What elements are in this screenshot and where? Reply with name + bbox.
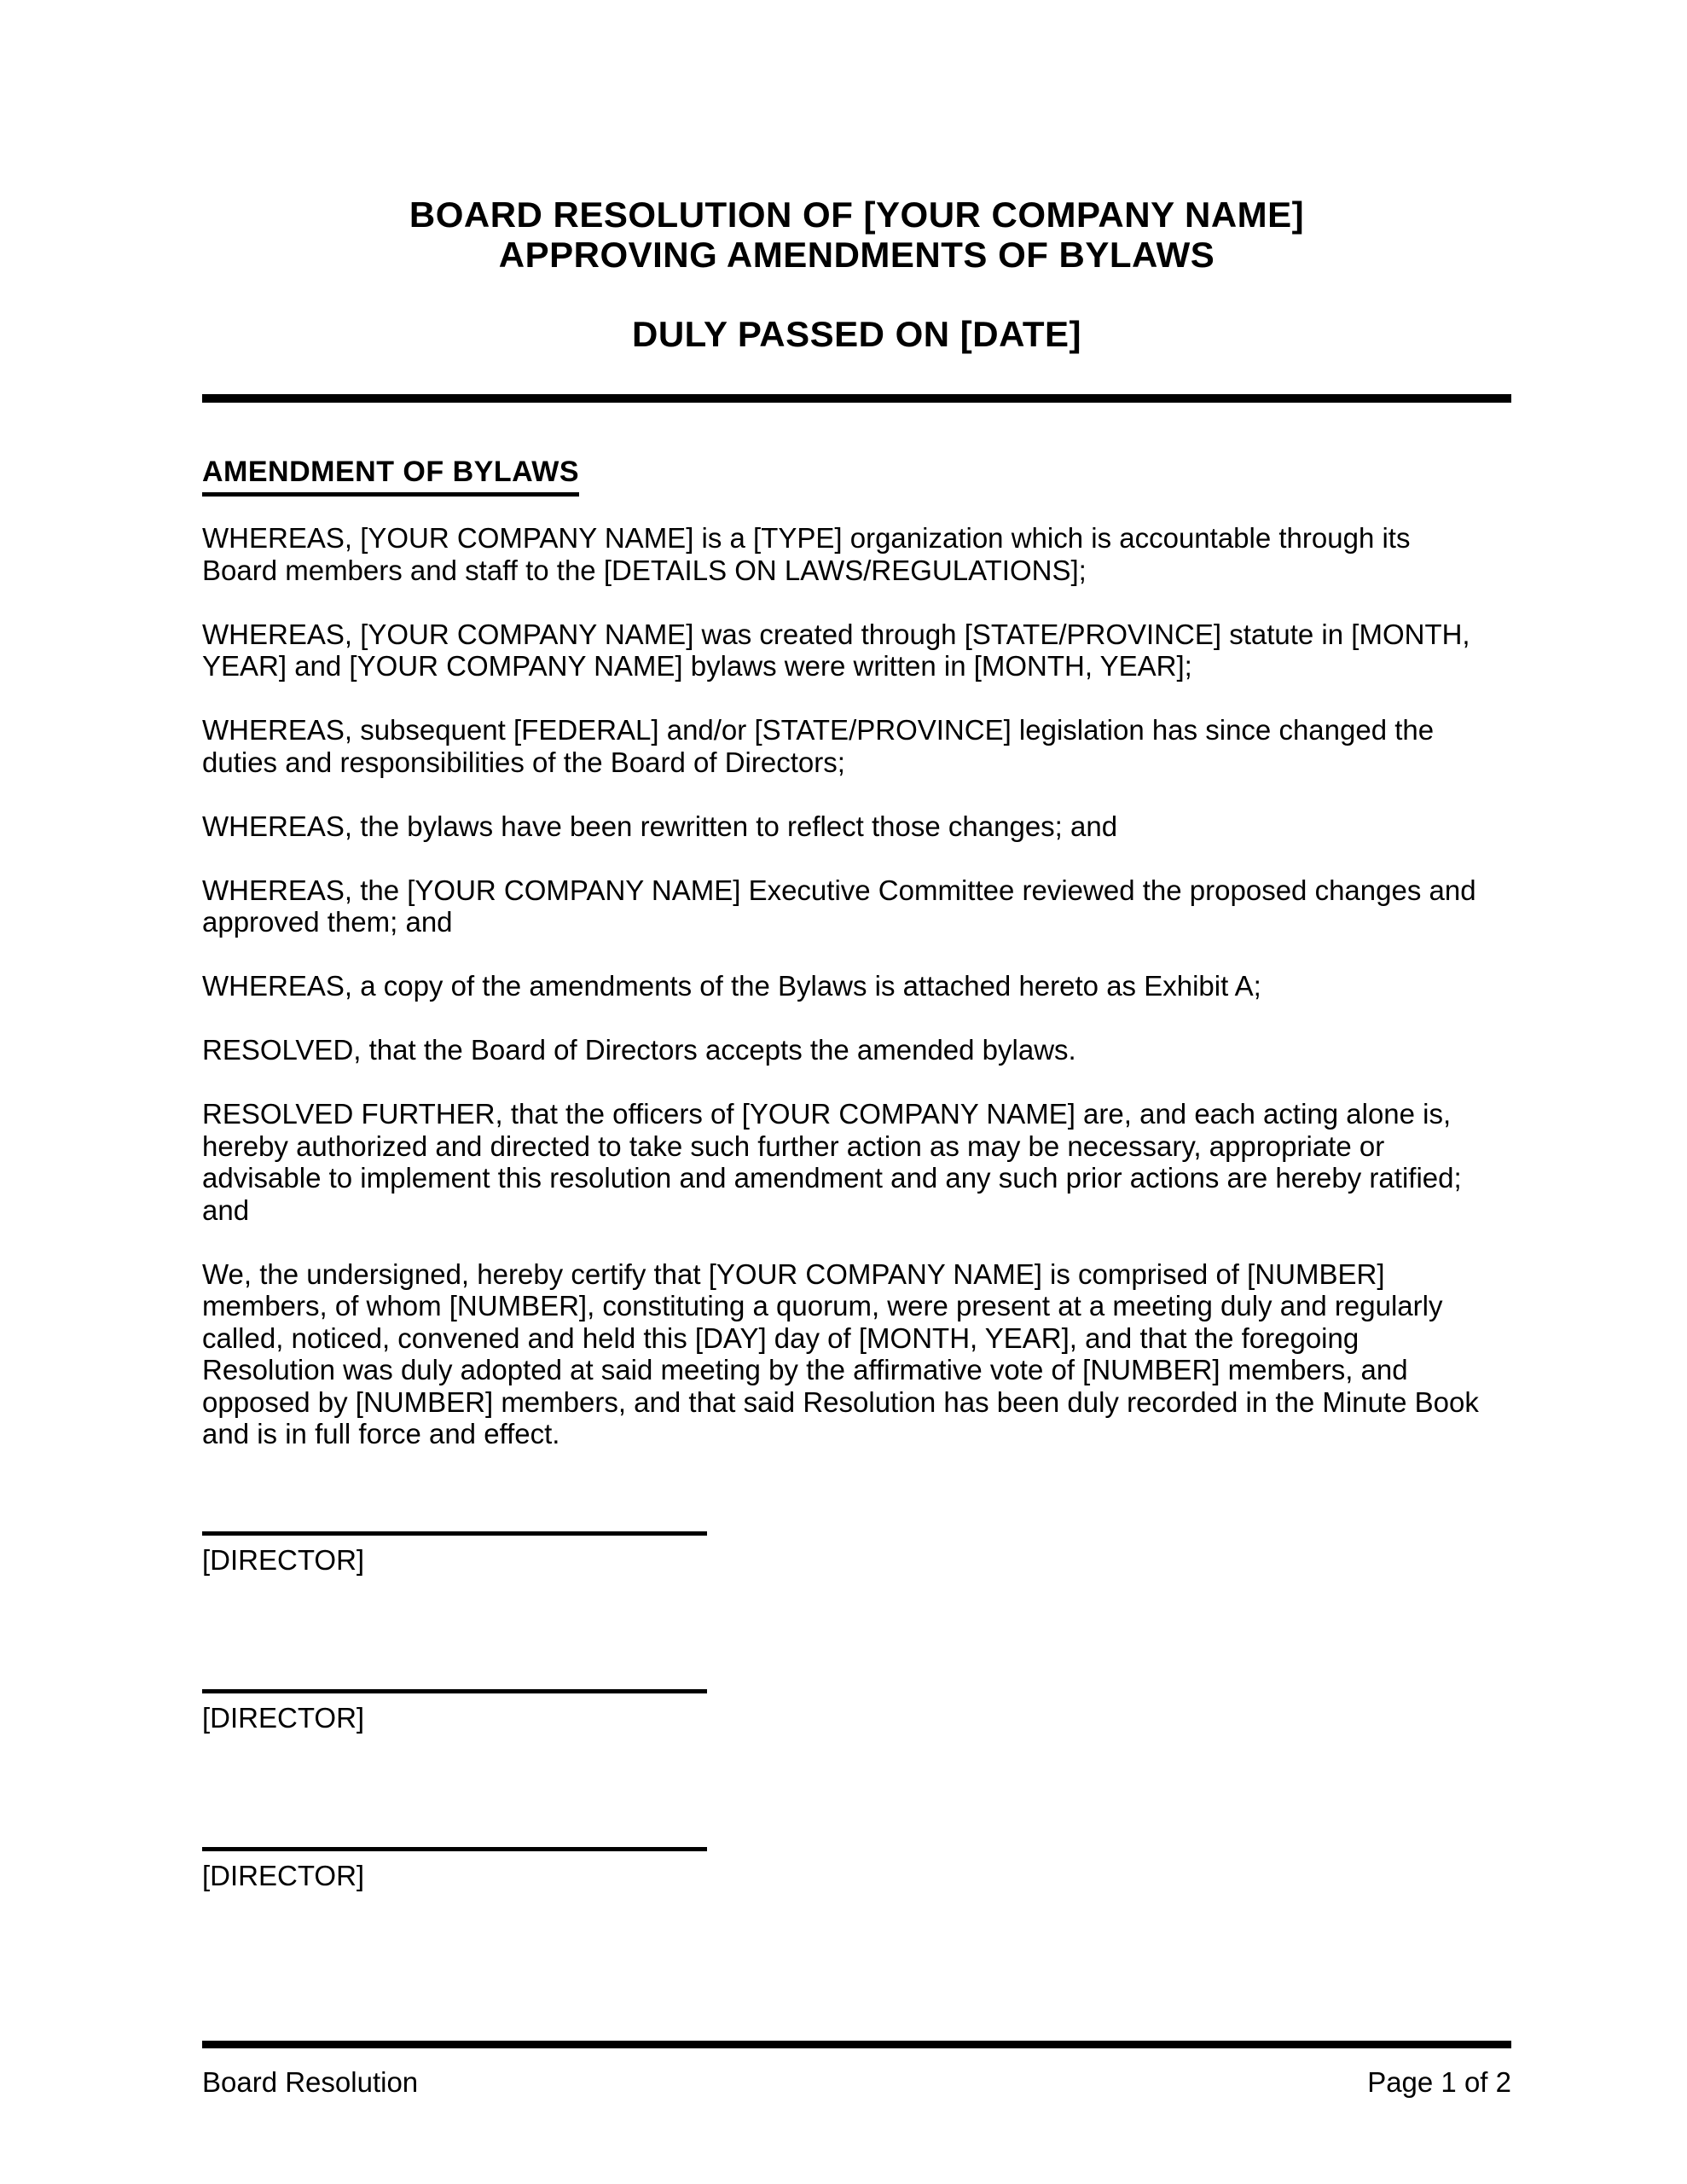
page-footer <box>202 2066 1511 2099</box>
signature-label-3: [DIRECTOR] <box>202 1860 365 1891</box>
document-subtitle: DULY PASSED ON [DATE] <box>631 314 1081 354</box>
signature-label-1: [DIRECTOR] <box>202 1544 365 1576</box>
paragraph-whereas-1: WHEREAS, [YOUR COMPANY NAME] is a [TYPE] organization which is accountable through its Board members and staff to the [DETAILS ON LAWS/REGULATIONS]; <box>202 522 1411 586</box>
paragraph-whereas-3: WHEREAS, subsequent [FEDERAL] and/or [STATE/PROVINCE] legislation has since changed the duties and responsibilities of the Board of Directors; <box>202 714 1435 778</box>
signature-block-1 <box>202 1531 707 1577</box>
paragraph-certification: We, the undersigned, hereby certify that [YOUR COMPANY NAME] is comprised of [NUMBER] members, of whom [NUMBER], constituting a quorum, were present at a meeting duly and regularly called, noticed, convened and held this [DAY] day of [MONTH, YEAR], and that the foregoing Resolution was duly adopted at said meeting by the affirmative vote of [NUMBER] members, and opposed by [NUMBER] members, and that said Resolution has been duly recorded in the Minute Book and is in full force and effect. <box>202 1258 1479 1449</box>
document-body <box>202 522 1492 1482</box>
section-heading <box>202 456 579 497</box>
document-title <box>202 195 1511 275</box>
signature-line-3 <box>202 1847 707 1851</box>
footer-document-name: Board Resolution <box>202 2066 419 2098</box>
footer-page-number: Page 1 of 2 <box>1367 2066 1511 2098</box>
footer-divider-rule <box>202 2041 1511 2048</box>
paragraph-whereas-4: WHEREAS, the bylaws have been rewritten to reflect those changes; and <box>202 810 1118 842</box>
signature-block-3 <box>202 1847 707 1892</box>
paragraph-whereas-6: WHEREAS, a copy of the amendments of the Bylaws is attached hereto as Exhibit A; <box>202 970 1261 1002</box>
signature-block-2 <box>202 1689 707 1734</box>
signature-line-2 <box>202 1689 707 1693</box>
header-divider-rule <box>202 394 1511 403</box>
signature-line-1 <box>202 1531 707 1536</box>
paragraph-resolved: RESOLVED, that the Board of Directors accepts the amended bylaws. <box>202 1034 1076 1066</box>
paragraph-whereas-5: WHEREAS, the [YOUR COMPANY NAME] Executive Committee reviewed the proposed changes and approved them; and <box>202 874 1476 938</box>
paragraph-resolved-further: RESOLVED FURTHER, that the officers of [YOUR COMPANY NAME] are, and each acting alone is, hereby authorized and directed to take such further action as may be necessary, appropriate or advisable to implement this resolution and amendment and any such prior actions are hereby ratified; and <box>202 1098 1462 1226</box>
paragraph-whereas-2: WHEREAS, [YOUR COMPANY NAME] was created through [STATE/PROVINCE] statute in [MONTH, YEAR] and [YOUR COMPANY NAME] bylaws were written in [MONTH, YEAR]; <box>202 618 1470 682</box>
signature-label-2: [DIRECTOR] <box>202 1702 365 1734</box>
document-title-line1: BOARD RESOLUTION OF [YOUR COMPANY NAME] <box>409 195 1305 235</box>
section-heading-text: AMENDMENT OF BYLAWS <box>202 456 579 497</box>
document-title-line2: APPROVING AMENDMENTS OF BYLAWS <box>498 235 1215 275</box>
